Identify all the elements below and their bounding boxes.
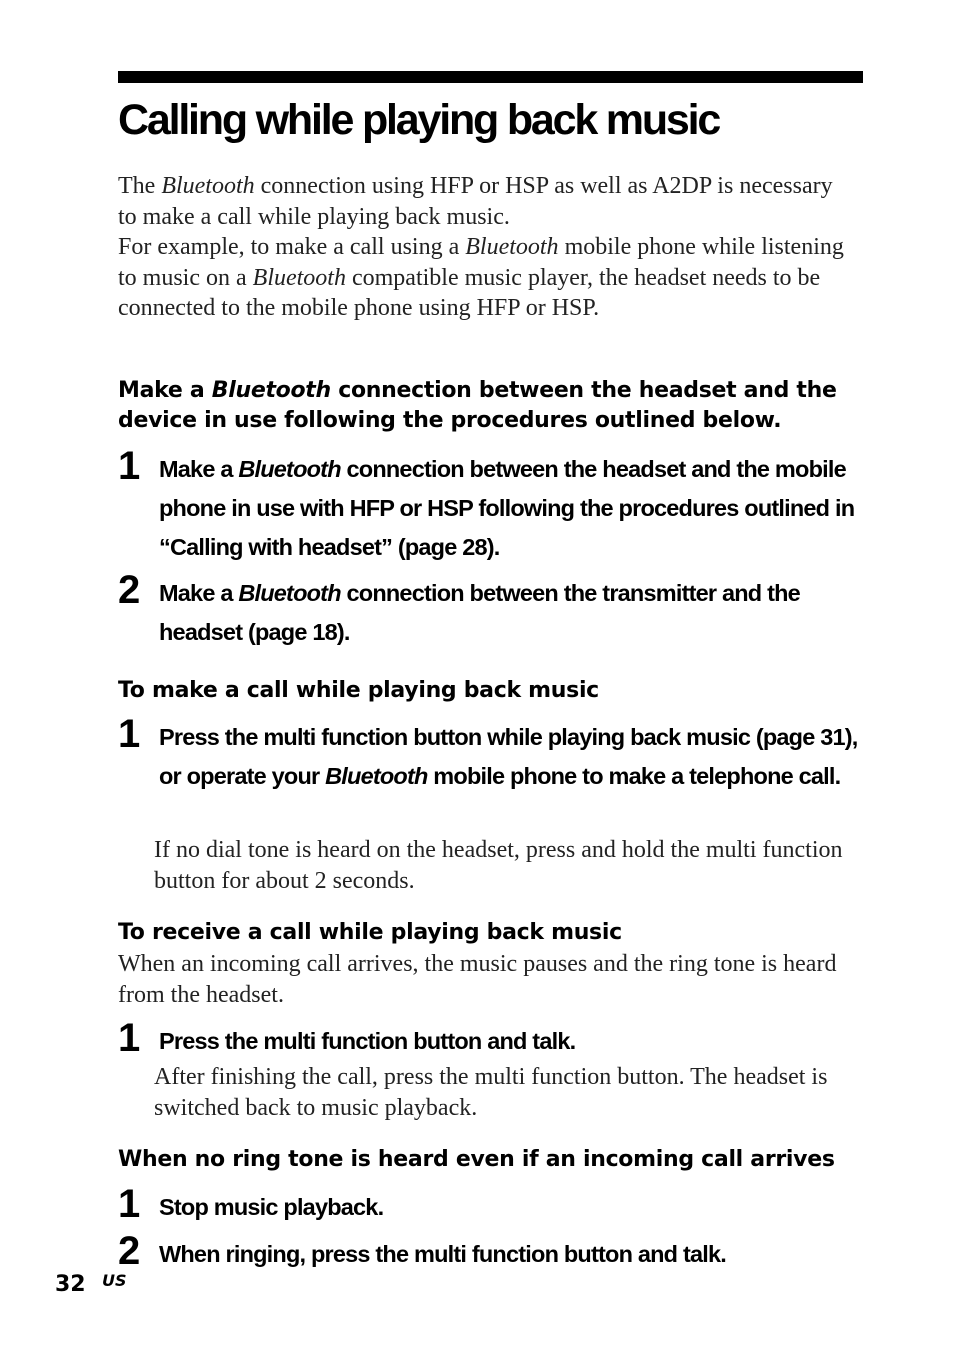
step-text: Press the multi function button while playing back music (page 31), or operate your Bluetooth mobile phone to make a telephone call.	[159, 724, 858, 789]
step-number: 1	[118, 712, 141, 756]
step-number: 1	[118, 1016, 141, 1060]
section-heading-no-ring-tone: When no ring tone is heard even if an incoming call arrives	[118, 1147, 835, 1172]
step-number: 1	[118, 1182, 141, 1226]
step-text: Stop music playback.	[159, 1194, 384, 1220]
step-number: 2	[118, 1229, 141, 1273]
section-heading-make-call: To make a call while playing back music	[118, 678, 599, 703]
step-text: Make a Bluetooth connection between the headset and the mobile phone in use with HFP or HSP following the procedures outlined in “Calling with headset” (page 28).	[159, 456, 855, 560]
step-note: If no dial tone is heard on the headset, press and hold the multi function button for about 2 seconds.	[154, 837, 843, 894]
step-note: After finishing the call, press the multi function button. The headset is switched back to music playback.	[154, 1064, 828, 1121]
step-number: 2	[118, 568, 141, 612]
section-heading-receive-call: To receive a call while playing back music	[118, 920, 622, 945]
section-heading-make-connection: Make a Bluetooth connection between the headset and the device in use following the procedures outlined below.	[118, 378, 837, 433]
step-text: Press the multi function button and talk.	[159, 1028, 576, 1054]
step-text: Make a Bluetooth connection between the transmitter and the headset (page 18).	[159, 580, 800, 645]
section-body: When an incoming call arrives, the music pauses and the ring tone is heard from the headset.	[118, 951, 837, 1008]
intro-paragraph-2: For example, to make a call using a Bluetooth mobile phone while listening to music on a Bluetooth compatible music player, the headset needs to be connected to the mobile phone using HFP or HSP.	[118, 234, 844, 321]
step-text: When ringing, press the multi function button and talk.	[159, 1241, 726, 1267]
page-number: 32	[55, 1272, 86, 1297]
step-number: 1	[118, 444, 141, 488]
region-code: US	[102, 1271, 127, 1290]
title-rule	[118, 71, 863, 83]
page-title: Calling while playing back music	[118, 96, 720, 144]
intro-paragraph-1: The Bluetooth connection using HFP or HSP as well as A2DP is necessary to make a call while playing back music.	[118, 173, 833, 230]
